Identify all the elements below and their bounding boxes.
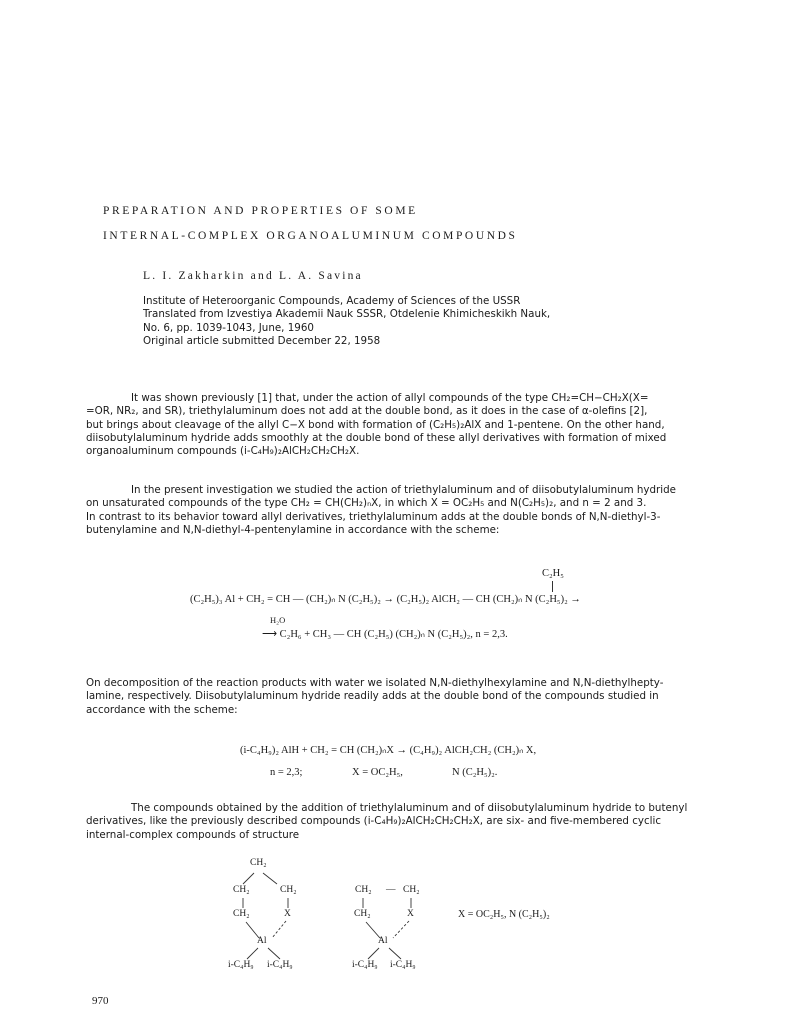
text-line: The compounds obtained by the addition of triethylaluminum and of diisobutylaluminum hydride to butenyl [131,802,688,814]
ligand-label: i-C₄H₉ [390,960,416,970]
atom-label-x: X [407,909,414,919]
text-line: On decomposition of the reaction products with water we isolated N,N-diethylhexylamine and N,N-diethylhepty- [86,677,664,689]
text-line: on unsaturated compounds of the type CH₂ = CH(CH₂)ₙX, in which X = OC₂H₅ and N(C₂H₅)₂, and n = 2 and 3. [86,497,647,510]
page-number: 970 [92,995,109,1007]
atom-label-ch2: CH₂ [233,885,250,895]
bond-dash: — [386,885,396,895]
text-line: but brings about cleavage of the allyl C−X bond with formation of (C₂H₅)₂AlX and 1-pentene. On the other hand, [86,418,665,431]
affiliation-line: No. 6, pp. 1039-1043, June, 1960 [143,321,314,334]
scheme-1-line-2: ⟶ C₂H₆ + CH₃ — CH (C₂H₅) (CH₂)ₙ N (C₂H₅)₂, n = 2,3. [262,629,508,640]
bond [247,948,258,959]
scheme-2-x-value-2: N (C₂H₅)₂. [452,767,498,778]
bond [263,873,277,884]
scheme-2-line-1: (i-C₄H₉)₂ AlH + CH₂ = CH (CH₂)ₙX → (C₄H₉)₂ AlCH₂CH₂ (CH₂)ₙ X, [240,745,537,756]
atom-label-ch2: CH₂ [355,885,372,895]
coordinate-bond [393,921,409,938]
atom-label-al: Al [378,936,388,946]
scheme-2-n-values: n = 2,3; [270,767,303,778]
scheme-1-line-1: (C₂H₅)₃ Al + CH₂ = CH — (CH₂)ₙ N (C₂H₅)₂ → (C₂H₅)₂ AlCH₂ — CH (CH₂)ₙ N (C₂H₅)₂ → [190,594,581,605]
atom-label-ch2: CH₂ [354,909,371,919]
scheme-1-substituent: C₂H₅ [542,568,564,579]
ligand-label: i-C₄H₉ [267,960,293,970]
atom-label-ch2: CH₂ [280,885,297,895]
text-line: butenylamine and N,N-diethyl-4-pentenylamine in accordance with the scheme: [86,523,500,536]
atom-label-ch2: CH₂ [233,909,250,919]
scheme-2-x-value-1: X = OC₂H₅, [352,767,403,778]
atom-label-ch2: CH₂ [250,858,267,868]
text-line: In the present investigation we studied the action of triethylaluminum and of diisobutylaluminum hydride [131,484,676,496]
text-line: derivatives, like the previously described compounds (i-C₄H₉)₂AlCH₂CH₂CH₂X, are six- and five-membered cyclic [86,815,662,828]
x-definition: X = OC₂H₅, N (C₂H₅)₂ [458,909,550,920]
atom-label-x: X [284,909,291,919]
paper-title-line-2: INTERNAL-COMPLEX ORGANOALUMINUM COMPOUNDS [103,230,518,242]
affiliation-line: Institute of Heteroorganic Compounds, Academy of Sciences of the USSR [143,295,521,307]
text-line: lamine, respectively. Diisobutylaluminum hydride readily adds at the double bond of the compounds studied in [86,690,659,703]
text-line: It was shown previously [1] that, under the action of allyl compounds of the type CH₂=CH−CH₂X(X= [131,392,649,404]
affiliation-line: Original article submitted December 22, 1958 [143,334,381,347]
coordinate-bond [272,921,286,938]
atom-label-ch2: CH₂ [403,885,420,895]
atom-label-al: Al [257,936,267,946]
text-line: organoaluminum compounds (i-C₄H₉)₂AlCH₂CH₂CH₂X. [86,445,360,458]
text-line: internal-complex compounds of structure [86,828,300,841]
authors: L. I. Zakharkin and L. A. Savina [143,270,363,282]
text-line: diisobutylaluminum hydride adds smoothly at the double bond of these allyl derivatives with formation of mixed [86,431,667,444]
bond [243,873,254,884]
bond [368,948,379,959]
text-line: In contrast to its behavior toward allyl derivatives, triethylaluminum adds at the double bonds of N,N-diethyl-3- [86,510,661,523]
bond [389,948,401,959]
paper-title-line-1: PREPARATION AND PROPERTIES OF SOME [103,205,418,217]
ligand-label: i-C₄H₉ [352,960,378,970]
bond [268,948,280,959]
text-line: =OR, NR₂, and SR), triethylaluminum does not add at the double bond, as it does in the case of α-olefins [2], [86,405,648,418]
affiliation-line: Translated from Izvestiya Akademii Nauk SSSR, Otdelenie Khimicheskikh Nauk, [143,308,551,321]
scheme-1-reagent: H₂O [270,615,286,625]
text-line: accordance with the scheme: [86,703,238,716]
ligand-label: i-C₄H₉ [228,960,254,970]
